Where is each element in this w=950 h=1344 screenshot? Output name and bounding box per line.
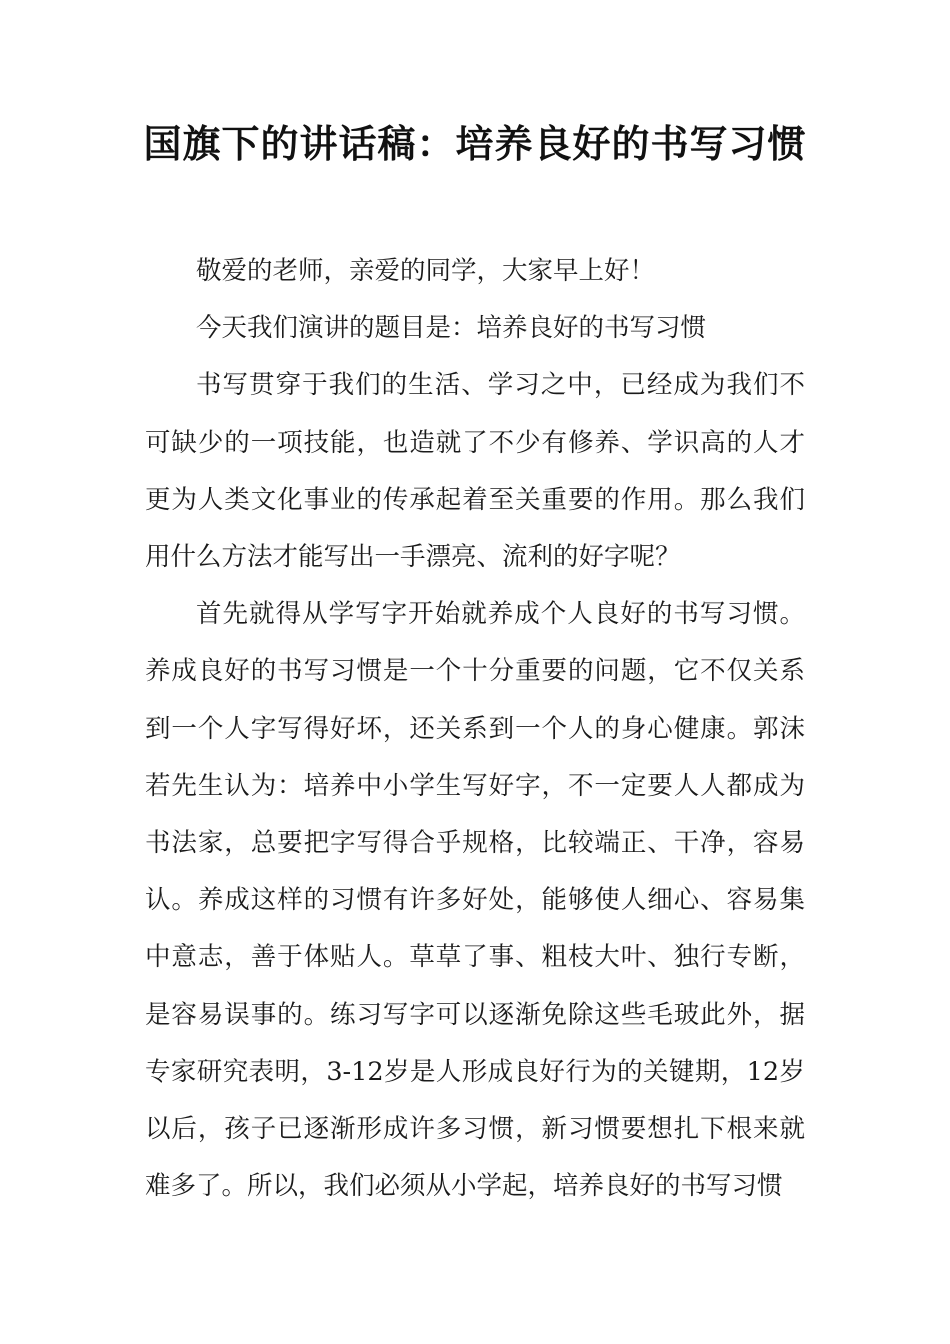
paragraph-greeting: 敬爱的老师，亲爱的同学，大家早上好！ — [196, 256, 656, 286]
paragraph-topic: 今天我们演讲的题目是：培养良好的书写习惯 — [196, 313, 707, 344]
paragraph-intro: 书写贯穿于我们的生活、学习之中，已经成为我们不可缺少的一项技能，也造就了不少有修养、学识高的人才更为人类文化事业的传承起着至关重要的作用。那么我们用什么方法才能写出一手漂亮、流利的好字呢？ — [145, 370, 805, 573]
paragraph-habits: 首先就得从学写字开始就养成个人良好的书写习惯。养成良好的书写习惯是一个十分重要的问题，它不仅关系到一个人字写得好坏，还关系到一个人的身心健康。郭沫若先生认为：培养中小学生写好字，不一定要人人都成为书法家，总要把字写得合乎规格，比较端正、干净，容易认。养成这样的习惯有许多好处，能够使人细心、容易集中意志，善于体贴人。草草了事、粗枝大叶、独行专断，是容易误事的。练习写字可以逐渐免除这些毛玻此外，据专家研究表明，3-12岁是人形成良好行为的关键期，12岁以后，孩子已逐渐形成许多习惯，新习惯要想扎下根来就难多了。所以，我们必须从小学起，培养良好的书写习惯 — [145, 599, 805, 1202]
document-body — [145, 243, 805, 1215]
document-title: 国旗下的讲话稿：培养良好的书写习惯 — [143, 121, 807, 166]
